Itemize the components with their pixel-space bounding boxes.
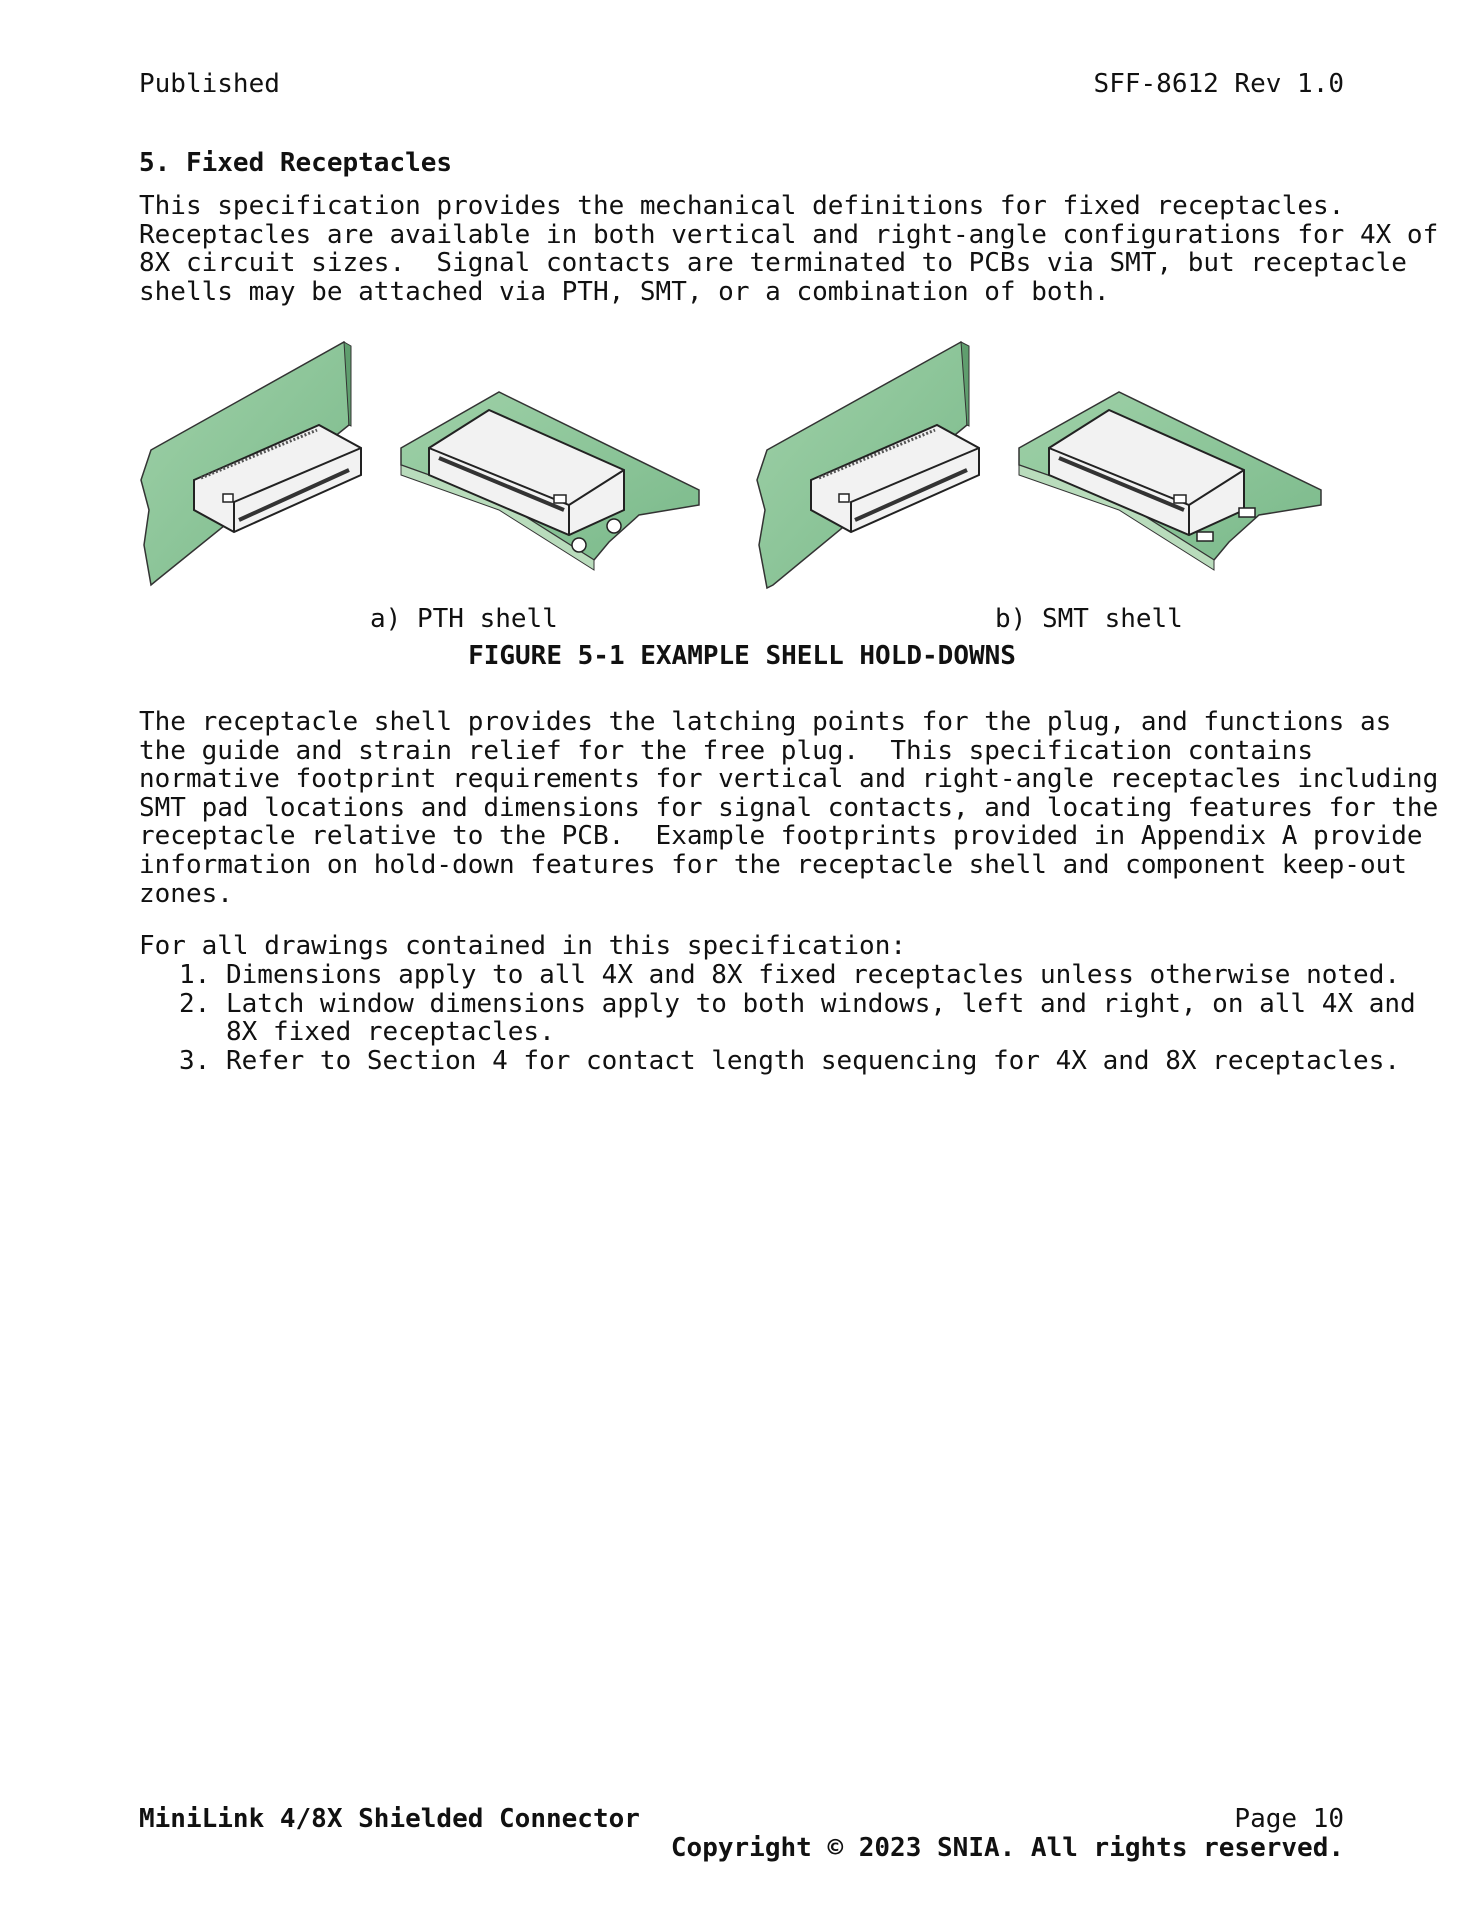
intro-paragraph [139, 191, 1439, 307]
body-line: information on hold-down features for the receptacle shell and component keep-out [139, 849, 1407, 880]
body-line: normative footprint requirements for vertical and right-angle receptacles including [139, 764, 1439, 795]
pth-vertical-illustration [141, 342, 361, 585]
figure-caption-a: a) PTH shell [370, 604, 558, 634]
smt-vertical-illustration [757, 342, 979, 588]
body-line: The receptacle shell provides the latching points for the plug, and functions as [139, 707, 1392, 737]
footer-title: MiniLink 4/8X Shielded Connector [139, 1804, 640, 1834]
copyright: Copyright © 2023 SNIA. All rights reserved. [670, 1833, 1344, 1863]
page-number: Page 10 [1234, 1804, 1344, 1834]
list-number: 2. [179, 988, 211, 1019]
header-right: SFF-8612 Rev 1.0 [1093, 69, 1344, 99]
list-item [139, 960, 1400, 990]
figure-title: FIGURE 5-1 EXAMPLE SHELL HOLD-DOWNS [468, 641, 1016, 671]
pth-right-angle-illustration [401, 392, 699, 570]
drawings-intro: For all drawings contained in this specification: [139, 931, 907, 961]
list-text: 8X fixed receptacles. [226, 1017, 555, 1048]
intro-line: 8X circuit sizes. Signal contacts are terminated to PCBs via SMT, but receptacle [139, 248, 1407, 279]
body-line: the guide and strain relief for the free plug. This specification contains [139, 735, 1313, 766]
list-item [139, 1045, 1400, 1076]
list-item [139, 988, 1416, 1048]
intro-line: shells may be attached via PTH, SMT, or a combination of both. [139, 276, 1110, 307]
list-text: Latch window dimensions apply to both windows, left and right, on all 4X and [226, 988, 1416, 1019]
intro-line: This specification provides the mechanical definitions for fixed receptacles. [139, 191, 1345, 221]
figure-shell-holddowns [139, 330, 1359, 610]
list-number: 3. [179, 1045, 211, 1076]
body-line: zones. [139, 878, 233, 909]
list-number: 1. [179, 960, 211, 990]
list-text: Dimensions apply to all 4X and 8X fixed receptacles unless otherwise noted. [226, 960, 1400, 990]
intro-line: Receptacles are available in both vertical and right-angle configurations for 4X of [139, 219, 1439, 250]
body-line: SMT pad locations and dimensions for signal contacts, and locating features for the [139, 792, 1439, 823]
section-title: 5. Fixed Receptacles [139, 148, 453, 178]
figure-caption-b: b) SMT shell [995, 604, 1183, 634]
body-paragraph [139, 707, 1439, 909]
notes-list [139, 960, 1416, 1076]
list-text: Refer to Section 4 for contact length sequencing for 4X and 8X receptacles. [226, 1045, 1400, 1076]
body-line: receptacle relative to the PCB. Example footprints provided in Appendix A provide [139, 821, 1423, 852]
smt-right-angle-illustration [1019, 392, 1321, 570]
header-left: Published [139, 69, 280, 99]
